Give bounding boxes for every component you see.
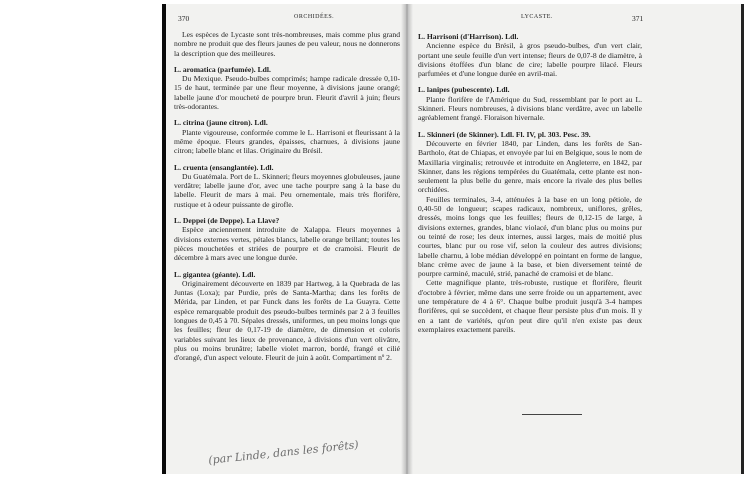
entry-body: Ancienne espèce du Brésil, à gros pseudo-bulbes, d'un vert clair, portant une seule feuille d'un vert intense; fleurs de 0,07-8 de diamètre, à divisions étoffées d'un blanc de cire; labelle pourpre lilacé. Fleurs parfumées et d'une longue durée en avril-mai. [418,41,642,79]
entry-title [174,270,400,279]
entry-title-text: L. Skinneri (de Skinner). Ldl. Fl. IV, pl. 303. Pesc. 39. [418,129,591,139]
right-page-number: 371 [632,14,644,23]
book-spread [166,4,744,474]
right-page [418,30,642,334]
book-gutter [401,4,413,474]
entry-title [418,32,642,41]
left-running-title: ORCHIDÉES. [294,14,335,20]
entry-title [418,85,642,94]
left-page-number: 370 [178,14,190,23]
entry-body: Découverte en février 1840, par Linden, dans les forêts de San-Bartholo, état de Chiapas, et envoyée par lui en Belgique, sous le nom de Maxillaria virginalis; retrouvée et introduite en Angleterre, en 1842, par Skinner, dans les régions tempérées du Guatémala, cette plante est non-seulement la plus belle du genre, mais encore la rivale des plus belles orchidées. [418,138,642,195]
entry-title [174,163,400,172]
entry-title [418,130,642,139]
entry-title-text: L. gigantea (géante). Ldl. [174,269,256,279]
entry-title-text: L. Deppei (de Deppe). La Llave? [174,216,280,226]
entry-body: Plante florifère de l'Amérique du Sud, ressemblant par le port au L. Skinneri. Fleurs nombreuses, à divisions blanc verdâtre, avec un labelle agréablement frangé. Floraison hivernale. [418,94,642,123]
end-rule [522,414,582,415]
entry-title-text: L. lanipes (pubescente). Ldl. [418,85,510,95]
entry-body: Cette magnifique plante, très-robuste, rustique et florifère, fleurit d'octobre à février, même dans une serre froide ou un appartement, avec une température de 4 à 6°. Chaque bulbe produit jusqu'à 3-4 hampes florifères, qui se succèdent, et chaque fleur persiste plus d'un mois. Il y en a tant de variétés, qu'on peut dire qu'il n'en existe pas deux exemplaires exactement pareils. [418,278,642,334]
entry-title-text: L. citrina (jaune citron). Ldl. [174,118,268,128]
entry-title [174,216,400,225]
right-running-title: LYCASTE. [521,14,553,20]
entry-title-text: L. aromatica (parfumée). Ldl. [174,64,271,74]
entry-body: Du Mexique. Pseudo-bulbes comprimés; hampe radicale dressée 0,10-15 de haut, terminée par une fleur moyenne, à divisions jaune orangé; labelle jaune d'or moucheté de pourpre brun. Fleurit d'avril à juin; fleurs très-odorantes. [174,74,400,112]
entry-body: Originairement découverte en 1839 par Hartweg, à la Quebrada de las Juntas (Loxa); par Purdie, près de Santa-Martha; dans les forêts de Mérida, par Linden, et par Funck dans les forêts de La Guayra. Cette espèce remarquable produit des pseudo-bulbes terminés par 2 à 3 feuilles longues de 0,45 à 70. Sépales dressés, uniformes, un peu moins longs que les feuilles; fleur de 0,17-19 de diamètre, de dimension et coloris variables suivant les lieux de provenance, à divisions d'un vert olivâtre, plus ou moins brunâtre; labelle violet marron, bordé, frangé et cilié d'orangé, d'un aspect veloute. Fleurit de juin à août. Compartiment nº 2. [174,278,400,363]
handwritten-note: (par Linde, dans les forêts) [207,438,360,467]
entry-body: Plante vigoureuse, conformée comme le L. Harrisoni et fleurissant à la même époque. Fleurs grandes, épaisses, charnues, à divisions jaune citron; labelle blanc et lilas. Originaire du Brésil. [174,127,400,156]
entry-title [174,65,400,74]
entry-body: Feuilles terminales, 3-4, atténuées à la base en un long pétiole, de 0,40-50 de longueur; scapes radicaux, nombreux, uniflores, grêles, dressés, moins longs que les feuilles; fleurs de 0,12-15 de large, à divisions externes, grandes, blanc violacé, d'un blanc plus ou moins pur ou teinté de rose; les deux internes, aussi larges, mais de moitié plus courtes, blanc pur ou rose vif, selon la couleur des autres divisions; labelle charnu, à lobe médian développé en pointant en forme de langue, blanc crème avec de jaune à la base, et bien diversement teinté de pourpre carminé, maculé, strié, panaché de cramoisi et de blanc. [418,194,642,279]
entry-title-text: L. cruenta (ensanglantée). Ldl. [174,162,274,172]
left-page [174,30,400,363]
entry-body: Du Guatémala. Port de L. Skinneri; fleurs moyennes globuleuses, jaune verdâtre; labelle jaune d'or, avec une tache pourpre sang à la base du labelle. Fleurit de mars à mai. Peu ornementale, mais très florifère, rustique et à odeur puissante de girofle. [174,171,400,209]
entry-title [174,118,400,127]
intro-paragraph: Les espèces de Lycaste sont très-nombreuses, mais comme plus grand nombre ne produit que des fleurs jaunes de peu valeur, nous ne donnerons la description que des meilleures. [174,30,400,58]
entry-title-text: L. Harrisoni (d'Harrison). Ldl. [418,32,519,41]
entry-body: Espèce anciennement introduite de Xalappa. Fleurs moyennes à divisions externes vertes, pétales blancs, labelle orange brillant; toutes les pièces mouchetées et striées de pourpre et de cramoisi. Fleurit de décembre à mars avec une longue durée. [174,225,400,263]
